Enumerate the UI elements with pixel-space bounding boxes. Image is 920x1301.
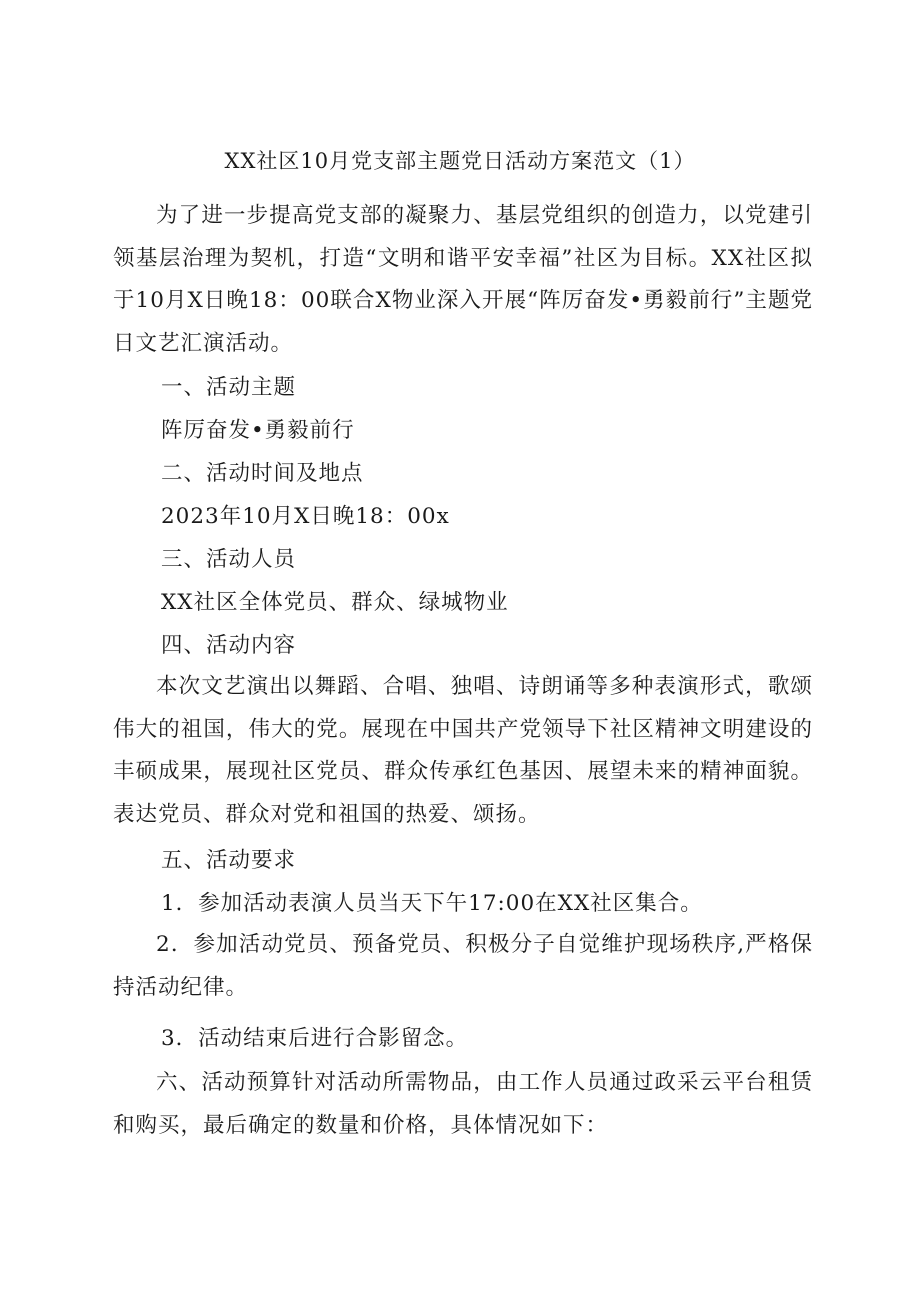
section-4-body: 本次文艺演出以舞蹈、合唱、独唱、诗朗诵等多种表演形式，歌颂伟大的祖国，伟大的党。展现在中国共产党领导下社区精神文明建设的丰硕成果，展现社区党员、群众传承红色基因、展望未来的精神面貌。表达党员、群众对党和祖国的热爱、颂扬。 [113, 674, 813, 827]
requirement-3: 3．活动结束后进行合影留念。 [161, 1026, 469, 1051]
intro-paragraph: 为了进一步提高党支部的凝聚力、基层党组织的创造力，以党建引领基层治理为契机，打造“文明和谐平安幸福”社区为目标。XX社区拟于10月X日晚18：00联合X物业深入开展“阵厉奋发•勇毅前行”主题党日文艺汇演活动。 [113, 203, 813, 356]
section-2-heading: 二、活动时间及地点 [161, 461, 364, 486]
requirement-2: 2．参加活动党员、预备党员、积极分子自觉维护现场秩序,严格保持活动纪律。 [113, 932, 813, 1000]
section-3-heading: 三、活动人员 [161, 547, 297, 572]
document-title: XX社区10月党支部主题党日活动方案范文（1） [224, 149, 696, 173]
section-1-body: 阵厉奋发•勇毅前行 [161, 418, 355, 443]
section-6-paragraph: 六、活动预算针对活动所需物品，由工作人员通过政采云平台租赁和购买，最后确定的数量和价格，具体情况如下： [113, 1070, 813, 1138]
section-2-body: 2023年10月X日晚18：00x [161, 504, 450, 529]
section-3-body: XX社区全体党员、群众、绿城物业 [161, 590, 509, 615]
section-4-heading: 四、活动内容 [161, 633, 297, 658]
section-1-heading: 一、活动主题 [161, 375, 297, 400]
section-5-heading: 五、活动要求 [161, 848, 297, 873]
requirement-1: 1．参加活动表演人员当天下午17:00在XX社区集合。 [161, 891, 703, 916]
